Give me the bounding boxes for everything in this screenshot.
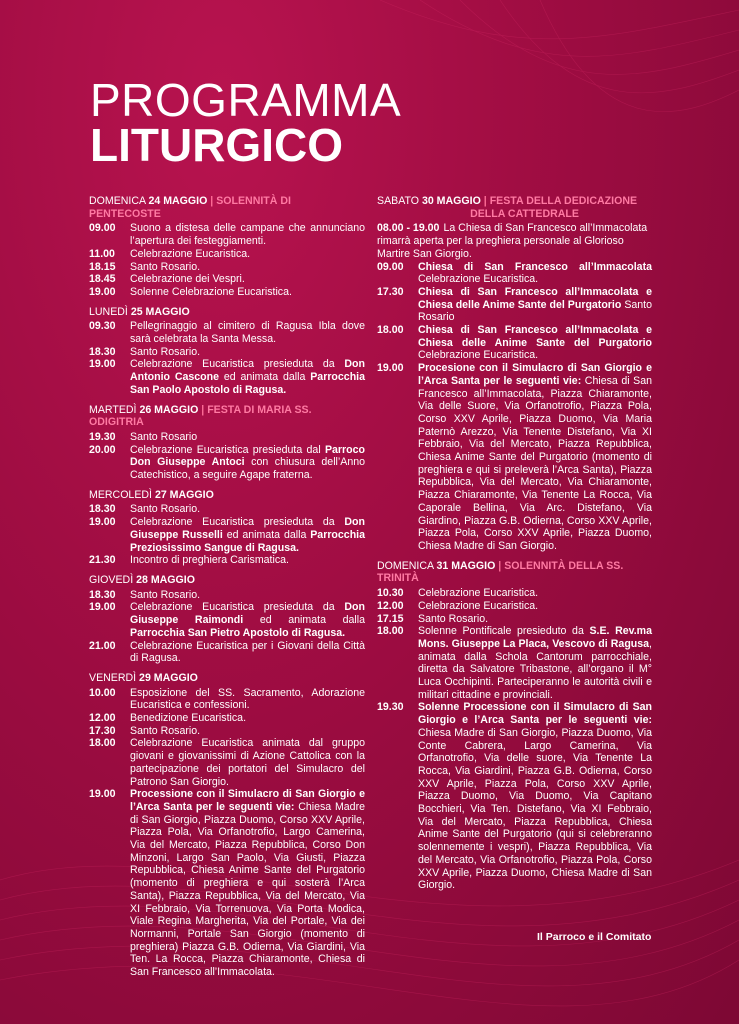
- event-text: Celebrazione Eucaristica presieduta dal: [130, 443, 325, 456]
- event-row: [89, 503, 365, 516]
- event-text: Celebrazione Eucaristica presieduta da: [130, 358, 345, 371]
- day-date: 29 MAGGIO: [139, 671, 198, 684]
- event-text: Celebrazione Eucaristica.: [418, 349, 539, 362]
- event-row: [89, 431, 365, 444]
- event-time: 21.00: [89, 639, 116, 652]
- day-date: 28 MAGGIO: [136, 573, 195, 586]
- event-time: 20.00: [89, 443, 116, 456]
- day-heading: [89, 672, 365, 685]
- event-description: [418, 701, 652, 892]
- event-time: 18.00: [377, 625, 404, 638]
- event-highlight: Chiesa di San Francesco all’Immacolata e Chiesa delle Anime Sante del Purgatorio: [418, 324, 652, 349]
- event-description: Celebrazione Eucaristica.: [130, 247, 251, 260]
- event-time: 19.00: [89, 358, 116, 371]
- event-row: [89, 640, 365, 665]
- event-time: 12.00: [89, 712, 116, 725]
- day-name: LUNEDÌ: [89, 305, 128, 318]
- event-description: Benedizione Eucaristica.: [130, 712, 247, 725]
- event-text: ed animata dalla: [222, 528, 311, 541]
- event-time: 19.00: [89, 601, 116, 614]
- event-time: 10.00: [89, 686, 116, 699]
- day-block: [89, 489, 365, 567]
- day-block: [89, 306, 365, 397]
- event-time: 21.30: [89, 554, 116, 567]
- event-row: [89, 346, 365, 359]
- right-column: [377, 195, 652, 899]
- event-description: [418, 362, 652, 553]
- day-heading: [89, 306, 365, 319]
- event-time: 18.00: [377, 324, 404, 337]
- event-description: Solenne Celebrazione Eucaristica.: [130, 285, 292, 298]
- day-block: [89, 404, 365, 482]
- day-block: [89, 672, 365, 979]
- signature: Il Parroco e il Comitato: [537, 931, 652, 943]
- event-highlight: Chiesa di San Francesco all’Immacolata e Chiesa delle Anime Sante del Purgatorio: [418, 285, 652, 311]
- event-time: 17.15: [377, 612, 404, 625]
- day-heading: [89, 195, 365, 220]
- day-date: 25 MAGGIO: [130, 305, 190, 318]
- title-line-1: PROGRAMMA: [90, 74, 402, 126]
- event-highlight: S.E. Rev.ma Mons. Giuseppe La Placa, Vescovo di Ragusa: [418, 625, 652, 650]
- event-row: [89, 725, 365, 738]
- event-description: Santo Rosario.: [130, 503, 201, 516]
- event-time: 19.00: [89, 788, 116, 801]
- event-text: Celebrazione Eucaristica presieduta da: [130, 516, 345, 529]
- event-time: 11.00: [89, 247, 115, 260]
- event-time: 19.30: [89, 430, 116, 443]
- day-heading: [377, 560, 652, 585]
- day-name: GIOVEDÌ: [89, 573, 134, 586]
- event-time: 09.00: [377, 260, 404, 273]
- event-highlight: Parrocchia Preziosissimo Sangue di Ragusa.: [130, 528, 365, 554]
- festivity-name: FESTA DELLA DEDICAZIONE: [489, 195, 638, 207]
- event-row: [377, 286, 652, 324]
- event-time: 18.00: [89, 737, 116, 750]
- event-description: Esposizione del SS. Sacramento, Adorazione Eucaristica e confessioni.: [130, 686, 365, 712]
- day-heading: [89, 489, 365, 502]
- day-date: 27 MAGGIO: [154, 488, 214, 501]
- event-description: [130, 358, 365, 396]
- event-text: Chiesa di San Francesco all’Immacolata, Piazza Chiaramonte, Via delle Suore, Via Orfanotrofio, Piazza Pola, Corso XXV Aprile, Piazza Duomo, Via Maria Paternò Arezzo, Via Tenente Distefano, Via XI Febbraio, Via del Mercato, Piazza Repubblica, Chiesa Anime Sante del Purgatorio (momento di preghiera e qui si preleverà l’Arca Santa), Piazza Repubblica, Via del Mercato, Via Chiaramonte, Piazza Chiaramonte, Via Tenente La Rocca, Via Caporale Bellina, Via Arc. Distefano, Via Giardino, Piazza G.B. Odierna, Corso XXV Aprile, Piazza Pola, Corso XXV Aprile, Piazza Duomo, Chiesa Madre di San Giorgio.: [418, 374, 652, 552]
- event-time: 17.30: [377, 285, 404, 298]
- left-column: [89, 195, 365, 986]
- event-row: [89, 320, 365, 345]
- event-row: [89, 712, 365, 725]
- heading-separator: |: [483, 195, 487, 207]
- page-title: [90, 74, 402, 172]
- event-row: [89, 286, 365, 299]
- day-heading: [377, 195, 652, 220]
- day-date: 26 MAGGIO: [139, 403, 199, 416]
- event-text: Santo Rosario: [418, 298, 652, 324]
- event-description: La Chiesa di San Francesco all’Immacolata rimarrà aperta per la preghiera personale al Glorioso Martire San Giorgio.: [377, 222, 648, 260]
- event-row: [89, 589, 365, 602]
- festivity-name: SOLENNITÀ DELLA SS. TRINITÀ: [377, 559, 624, 585]
- event-time: 19.00: [89, 516, 116, 529]
- festivity-name: SOLENNITÀ DI PENTECOSTE: [89, 195, 291, 220]
- event-row: [89, 222, 365, 247]
- event-highlight: Parrocchia San Paolo Apostolo di Ragusa.: [130, 371, 365, 396]
- event-row: [89, 601, 365, 639]
- event-text: Celebrazione Eucaristica.: [418, 273, 539, 286]
- event-time: 12.00: [377, 599, 404, 612]
- day-name: DOMENICA: [89, 195, 146, 207]
- event-description: [418, 286, 652, 324]
- event-description: [130, 444, 365, 482]
- event-description: [130, 516, 365, 554]
- festivity-name: FESTA DI MARIA SS. ODIGITRIA: [89, 403, 312, 429]
- event-description: Pellegrinaggio al cimitero di Ragusa Ibla dove sarà celebrata la Santa Messa.: [130, 320, 365, 346]
- event-description: Celebrazione Eucaristica.: [418, 587, 539, 600]
- event-row: [89, 554, 365, 567]
- event-description: [418, 324, 652, 362]
- event-row: [89, 248, 365, 261]
- event-text: , animata dalla Schola Cantorum parrocchiale, diretta da Salvatore Tribastone, all’organo il M° Luca Occhipinti. Parteciperanno le autorità civili e militari cittadine e provinciali.: [418, 637, 652, 701]
- event-row: [89, 788, 365, 979]
- event-text: Celebrazione Eucaristica presieduta da: [130, 601, 345, 614]
- event-highlight: Don Antonio Cascone: [130, 358, 365, 384]
- event-row: [377, 701, 652, 892]
- event-row: [377, 261, 652, 286]
- event-row: [89, 687, 365, 712]
- event-row: [377, 600, 652, 613]
- event-row: [377, 587, 652, 600]
- event-time: 17.30: [89, 724, 116, 737]
- event-row: [377, 324, 652, 362]
- event-time: 08.00 - 19.00: [377, 222, 440, 235]
- event-highlight: Parroco Don Giuseppe Antoci: [130, 443, 365, 469]
- title-line-2: LITURGICO: [90, 119, 343, 172]
- day-block: [89, 195, 365, 299]
- event-text: Chiesa Madre di San Giorgio, Piazza Duomo, Via Conte Cabrera, Largo Camerina, Via Orfanotrofio, Via delle suore, Via Tenente La Rocca, Via Giardini, Piazza G.B. Odierna, Corso XXV Aprile, Piazza Pola, Corso XXV Aprile, Piazza Duomo, Via Duomo, Via Capitano Bocchieri, Via Ten. Distefano, Via XI Febbraio, Via del Mercato, Piazza Repubblica, Chiesa Anime Sante del Purgatorio (qui si celebreranno solennemente i vespri), Piazza Repubblica, Via del Mercato, Via Orfanotrofio, Piazza Pola, Corso XXV Aprile, Piazza Duomo, Chiesa Madre di San Giorgio.: [418, 726, 652, 892]
- day-block: [377, 560, 652, 892]
- event-time: 09.30: [89, 320, 116, 333]
- event-description: Santo Rosario.: [418, 612, 489, 625]
- event-row: [89, 358, 365, 396]
- event-highlight: Parrocchia San Pietro Apostolo di Ragusa.: [130, 626, 346, 639]
- event-highlight: Solenne Processione con il Simulacro di San Giorgio e l’Arca Santa per le seguenti vie:: [418, 701, 652, 727]
- event-highlight: Don Giuseppe Russelli: [130, 516, 365, 541]
- event-description: Santo Rosario.: [130, 345, 201, 358]
- day-name: VENERDÌ: [89, 671, 137, 684]
- event-time: 10.30: [377, 587, 404, 600]
- day-date: 30 MAGGIO: [421, 195, 481, 207]
- event-time: 18.15: [89, 260, 116, 273]
- event-highlight: Don Giuseppe Raimondi: [130, 601, 365, 627]
- event-row: [377, 613, 652, 626]
- event-text: Solenne Pontificale presieduto da: [418, 625, 590, 638]
- event-row: [89, 261, 365, 274]
- event-text: ed animata dalla: [219, 371, 311, 384]
- day-heading: [89, 404, 365, 429]
- event-description: [418, 261, 652, 286]
- event-description: Santo Rosario: [130, 430, 198, 443]
- day-block: [89, 574, 365, 665]
- day-block: [377, 195, 652, 553]
- day-name: MERCOLEDÌ: [89, 488, 152, 501]
- event-description: [130, 601, 365, 639]
- event-description: [130, 788, 365, 979]
- event-time: 19.00: [89, 285, 116, 298]
- day-date: 31 MAGGIO: [436, 559, 496, 572]
- event-highlight: Procesione con il Simulacro di San Giorgio e l’Arca Santa per le seguenti vie:: [418, 362, 652, 387]
- event-time: 19.30: [377, 701, 404, 714]
- event-description: Santo Rosario.: [130, 260, 201, 273]
- event-description: Celebrazione Eucaristica.: [418, 599, 539, 612]
- event-description: Incontro di preghiera Carismatica.: [130, 554, 289, 567]
- event-description: [418, 625, 652, 701]
- heading-separator: |: [498, 559, 502, 572]
- event-description: Celebrazione Eucaristica animata dal gruppo giovani e giovanissimi di Azione Cattolica con la partecipazione dei portatori del Simulacro del Patrono San Giorgio.: [130, 737, 365, 788]
- day-name: MARTEDÌ: [89, 403, 137, 416]
- event-time: 18.30: [89, 345, 116, 358]
- event-row: [377, 222, 652, 260]
- event-highlight: Chiesa di San Francesco all’Immacolata: [418, 260, 652, 273]
- event-description: Celebrazione dei Vespri.: [130, 273, 245, 286]
- event-time: 09.00: [89, 222, 116, 235]
- event-time: 18.45: [89, 273, 116, 286]
- event-row: [377, 362, 652, 553]
- heading-separator: |: [201, 403, 205, 416]
- event-description: Celebrazione Eucaristica per i Giovani della Città di Ragusa.: [130, 639, 365, 665]
- event-row: [89, 444, 365, 482]
- event-row: [89, 737, 365, 788]
- event-text: Chiesa Madre di San Giorgio, Piazza Duomo, Corso XXV Aprile, Piazza Pola, Via Orfanotrofio, Largo Camerina, Via del Mercato, Piazza Repubblica, Corso Don Minzoni, Largo San Paolo, Via Giusti, Piazza Repubblica, Chiesa Anime Sante del Purgatorio (momento di preghiera e qui sosterà l’Arca Santa), Piazza Repubblica, Via del Mercato, Via XI Febbraio, Via Torrenuova, Via Porta Modica, Viale Regina Margherita, Via del Portale, Via dei Normanni, Portale San Giorgio (momento di preghiera) Piazza G.B. Odierna, Via Giardini, Via Ten. La Rocca, Piazza Chiaramonte, Chiesa di San Francesco all’Immacolata.: [130, 800, 365, 979]
- day-name: SABATO: [377, 195, 419, 207]
- event-description: Santo Rosario.: [130, 588, 201, 601]
- event-row: [89, 516, 365, 554]
- event-text: con chiusura dell’Anno Catechistico, a seguire Agape fraterna.: [130, 456, 365, 482]
- event-row: [89, 273, 365, 286]
- festivity-name-cont: DELLA CATTEDRALE: [470, 207, 579, 220]
- event-description: Santo Rosario.: [130, 724, 201, 737]
- event-highlight: Processione con il Simulacro di San Giorgio e l’Arca Santa per le seguenti vie:: [130, 788, 365, 813]
- event-text: ed animata dalla: [243, 614, 365, 627]
- day-date: 24 MAGGIO: [148, 195, 208, 207]
- day-heading: [89, 574, 365, 587]
- day-name: DOMENICA: [377, 559, 434, 572]
- event-time: 19.00: [377, 362, 404, 375]
- event-row: [377, 625, 652, 701]
- event-time: 18.30: [89, 503, 116, 516]
- event-description: Suono a distesa delle campane che annunciano l’apertura dei festeggiamenti.: [130, 222, 365, 248]
- heading-separator: |: [210, 195, 214, 207]
- event-time: 18.30: [89, 588, 116, 601]
